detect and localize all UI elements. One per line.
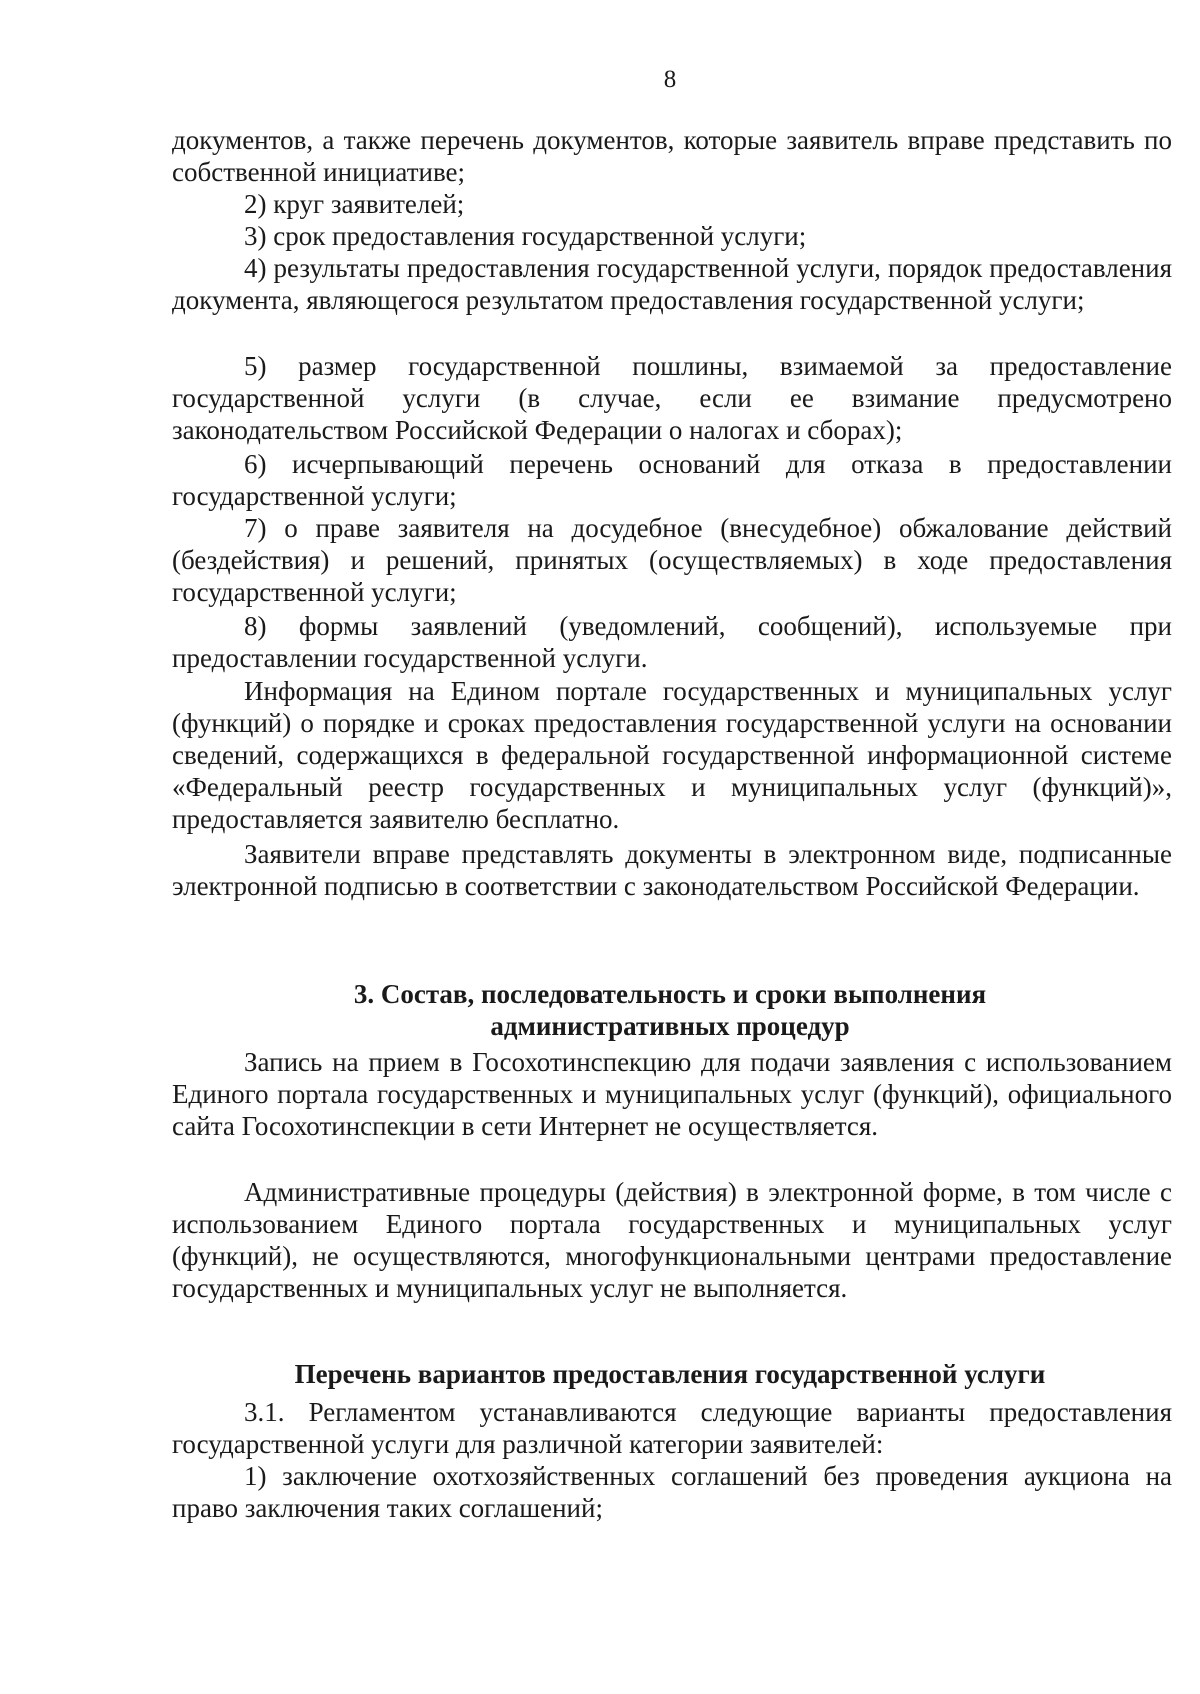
paragraph-appointment: Запись на прием в Госохотинспекцию для подачи заявления с использованием Единого портала государственных и муниципальных услуг (функций), официального сайта Госохотинспекции в сети Интернет не осуществляется. [172, 1047, 1172, 1141]
item-6-refusal-grounds: 6) исчерпывающий перечень оснований для отказа в предоставлении государственной услуги; [172, 449, 1172, 511]
item-5-fee: 5) размер государственной пошлины, взимаемой за предоставление государственной услуги (в случае, если ее взимание предусмотрено законодательством Российской Федерации о налогах и сборах); [172, 351, 1172, 445]
item-3-term: 3) срок предоставления государственной услуги; [244, 221, 807, 251]
page-number: 8 [663, 66, 677, 93]
item-7-appeal-right: 7) о праве заявителя на досудебное (внесудебное) обжалование действий (бездействия) и решений, принятых (осуществляемых) в ходе предоставления государственной услуги; [172, 513, 1172, 607]
item-2-applicants: 2) круг заявителей; [244, 189, 465, 219]
paragraph-electronic-documents: Заявители вправе представлять документы в электронном виде, подписанные электронной подписью в соответствии с законодательством Российской Федерации. [172, 839, 1172, 901]
section-3-heading-line-2: административных процедур [490, 1011, 850, 1041]
section-3-heading-line-1: 3. Состав, последовательность и сроки выполнения [353, 979, 987, 1009]
item-4-results: 4) результаты предоставления государственной услуги, порядок предоставления документа, являющегося результатом предоставления государственной услуги; [172, 253, 1172, 315]
variants-heading: Перечень вариантов предоставления государственной услуги [294, 1359, 1046, 1389]
paragraph-documents-list: документов, а также перечень документов, которые заявитель вправе представить по собственной инициативе; [172, 125, 1172, 187]
paragraph-3-1: 3.1. Регламентом устанавливаются следующие варианты предоставления государственной услуги для различной категории заявителей: [172, 1397, 1172, 1459]
item-8-forms: 8) формы заявлений (уведомлений, сообщений), используемые при предоставлении государственной услуги. [172, 611, 1172, 673]
paragraph-portal-information: Информация на Едином портале государственных и муниципальных услуг (функций) о порядке и сроках предоставления государственной услуги на основании сведений, содержащихся в федеральной государственной информационной системе «Федеральный реестр государственных и муниципальных услуг (функций)», предоставляется заявителю бесплатно. [172, 676, 1172, 834]
variant-1: 1) заключение охотхозяйственных соглашений без проведения аукциона на право заключения таких соглашений; [172, 1461, 1172, 1523]
paragraph-administrative-procedures: Административные процедуры (действия) в электронной форме, в том числе с использованием Единого портала государственных и муниципальных услуг (функций), не осуществляются, многофункциональными центрами предоставление государственных и муниципальных услуг не выполняется. [172, 1177, 1172, 1303]
